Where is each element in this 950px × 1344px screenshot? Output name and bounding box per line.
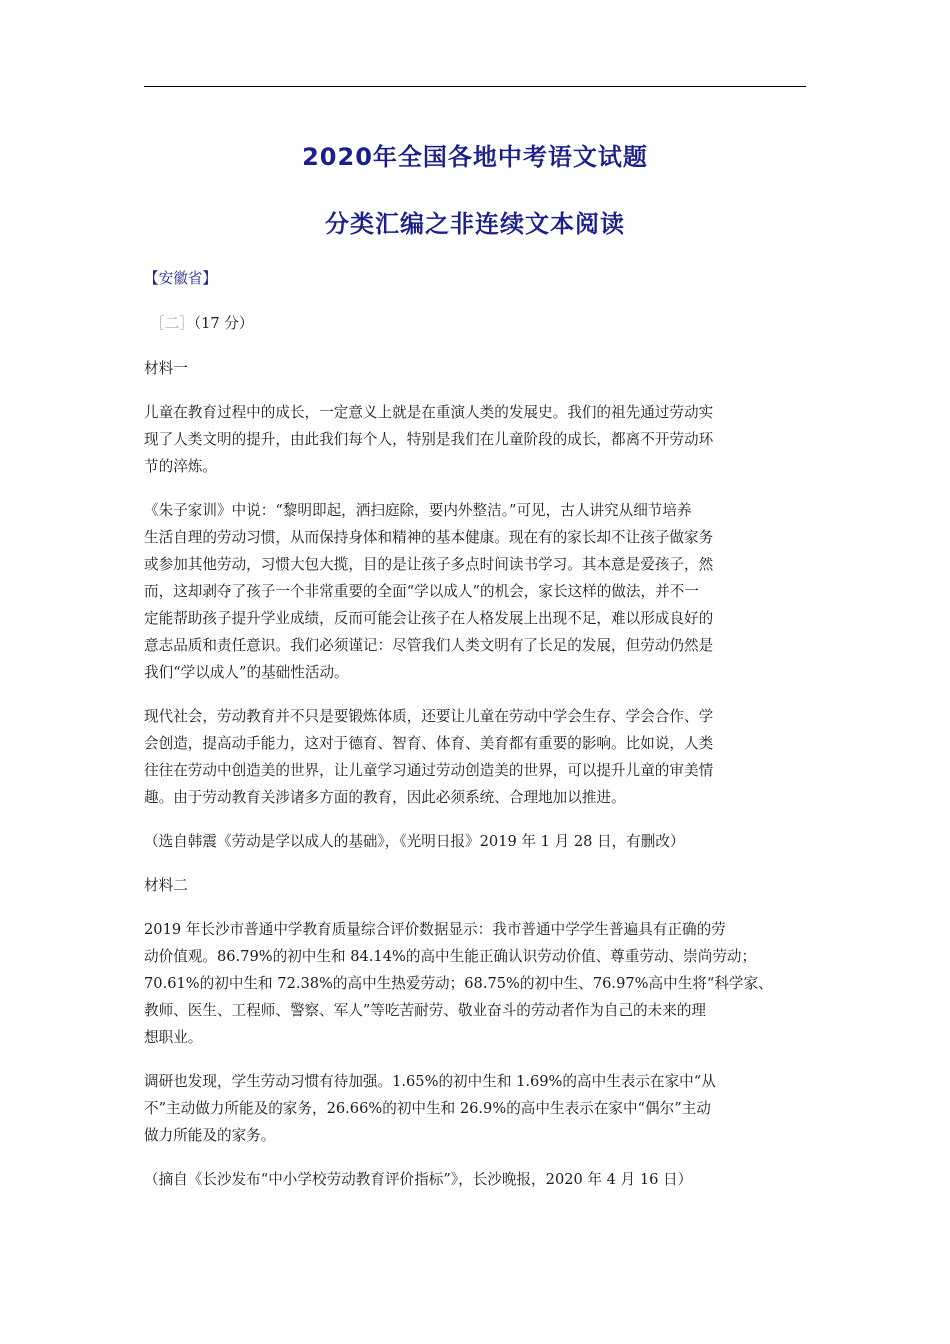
paragraph-line: 会创造，提高动手能力，这对于德育、智育、体育、美育都有重要的影响。比如说，人类 [144,735,714,752]
top-rule [144,86,806,87]
paragraph-line: 节的淬炼。 [144,458,217,475]
section-points: （17 分） [193,315,254,332]
paragraph-line: 而，这却剥夺了孩子一个非常重要的全面“学以成人”的机会，家长这样的做法，并不一 [144,583,699,600]
material-1-paragraph [144,497,806,686]
paragraph-line: 2019 年长沙市普通中学教育质量综合评价数据显示：我市普通中学学生普遍具有正确的劳 [144,921,726,938]
paragraph-line: 或参加其他劳动，习惯大包大揽，目的是让孩子多点时间读书学习。其本意是爱孩子，然 [144,556,714,573]
material-2-label: 材料二 [144,877,188,894]
paragraph-line: 生活自理的劳动习惯，从而保持身体和精神的基本健康。现在有的家长却不让孩子做家务 [144,529,714,546]
material-1-paragraph [144,703,806,811]
material-1-label: 材料一 [144,360,188,377]
paragraph-line: 70.61%的初中生和 72.38%的高中生热爱劳动；68.75%的初中生、76.97%高中生将“科学家、 [144,975,773,992]
paragraph-line: 做力所能及的家务。 [144,1127,276,1144]
paragraph-line: 意志品质和责任意识。我们必须谨记：尽管我们人类文明有了长足的发展，但劳动仍然是 [144,637,714,654]
paragraph-line: 我们“学以成人”的基础性活动。 [144,664,349,681]
paragraph-line: 定能帮助孩子提升学业成绩，反而可能会让孩子在人格发展上出现不足，难以形成良好的 [144,610,714,627]
section-number: ［二］ [150,315,194,332]
material-2-source: （摘自《长沙发布“中小学校劳动教育评价指标”》，长沙晚报，2020 年 4 月 16 日） [144,1171,693,1188]
paragraph-line: 教师、医生、工程师、警察、军人”等吃苦耐劳、敬业奋斗的劳动者作为自己的未来的理 [144,1002,707,1019]
region-heading: 【安徽省】 [144,270,217,287]
paragraph-line: 儿童在教育过程中的成长，一定意义上就是在重演人类的发展史。我们的祖先通过劳动实 [144,404,714,421]
material-2-paragraph [144,916,806,1051]
paragraph-line: 现代社会，劳动教育并不只是要锻炼体质，还要让儿童在劳动中学会生存、学会合作、学 [144,708,714,725]
paragraph-line: 趣。由于劳动教育关涉诸多方面的教育，因此必须系统、合理地加以推进。 [144,789,626,806]
paragraph-line: 《朱子家训》中说：“黎明即起，洒扫庭除，要内外整洁。”可见，古人讲究从细节培养 [144,502,692,519]
material-1-source: （选自韩震《劳动是学以成人的基础》，《光明日报》2019 年 1 月 28 日，有删改） [144,833,685,850]
paragraph-line: 不”主动做力所能及的家务，26.66%的初中生和 26.9%的高中生表示在家中“偶尔”主动 [144,1100,711,1117]
paragraph-line: 想职业。 [144,1029,203,1046]
paragraph-line: 动价值观。86.79%的初中生和 84.14%的高中生能正确认识劳动价值、尊重劳动、崇尚劳动； [144,948,757,965]
material-1-paragraph [144,399,806,480]
document-body [144,265,806,1210]
paragraph-line: 往往在劳动中创造美的世界，让儿童学习通过劳动创造美的世界，可以提升儿童的审美情 [144,762,714,779]
paragraph-line: 现了人类文明的提升，由此我们每个人，特别是我们在儿童阶段的成长，都离不开劳动环 [144,431,714,448]
material-2-paragraph [144,1068,806,1149]
document-title: 2020年全国各地中考语文试题 [302,143,648,171]
section-heading [144,310,806,337]
paragraph-line: 调研也发现，学生劳动习惯有待加强。1.65%的初中生和 1.69%的高中生表示在家中“从 [144,1073,716,1090]
document-subtitle: 分类汇编之非连续文本阅读 [325,210,625,238]
